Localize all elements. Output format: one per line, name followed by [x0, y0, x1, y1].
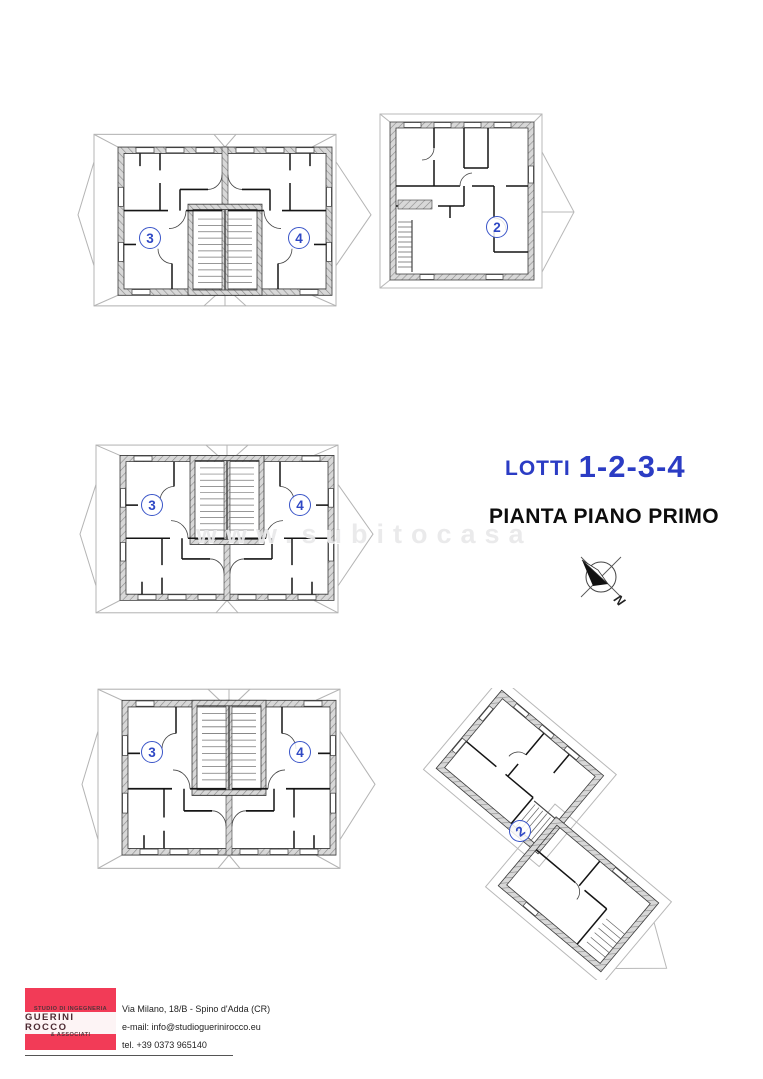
unit-badge-bottom-left: 3 [141, 741, 163, 763]
footer-divider [25, 1055, 233, 1056]
floor-plan-middle-duplex [76, 443, 386, 619]
floor-plan-bottom-duplex [78, 687, 388, 875]
svg-text:N: N [610, 591, 629, 609]
lotti-label: LOTTI [505, 457, 571, 480]
contact-phone: tel. +39 0373 965140 [122, 1040, 207, 1050]
logo-line-1: STUDIO DI INGEGNERIA [33, 1006, 108, 1013]
sheet-title [505, 449, 686, 485]
logo-line-2: GUERINI ROCCO [25, 1012, 75, 1033]
logo-line-3: & ASSOCIATI [50, 1031, 91, 1038]
contact-address: Via Milano, 18/B - Spino d'Adda (CR) [122, 1004, 271, 1014]
unit-badge-top-left: 3 [139, 227, 161, 249]
floor-plan-bottom-single-rotated [388, 688, 680, 980]
unit-badge-top-right: 4 [288, 227, 310, 249]
sheet-subtitle: PIANTA PIANO PRIMO [489, 505, 720, 528]
unit-badge-bottom-right: 4 [289, 741, 311, 763]
contact-email: e-mail: info@studioguerinirocco.eu [122, 1022, 261, 1032]
north-arrow-icon [570, 548, 636, 614]
unit-badge-middle-left: 3 [141, 494, 163, 516]
floor-plan-top-duplex [74, 128, 384, 308]
unit-badge-middle-right: 4 [289, 494, 311, 516]
lotti-numbers: 1-2-3-4 [578, 449, 686, 484]
watermark-text: www.subitocasa [196, 519, 533, 549]
unit-badge-bottom-single: 2 [505, 816, 536, 847]
unit-badge-top-single: 2 [486, 216, 508, 238]
contact-info [122, 1000, 270, 1054]
floor-plan-top-single [368, 108, 593, 293]
studio-logo [25, 988, 116, 1050]
title-block-footer [0, 984, 520, 1074]
studio-logo-text [25, 1006, 116, 1038]
